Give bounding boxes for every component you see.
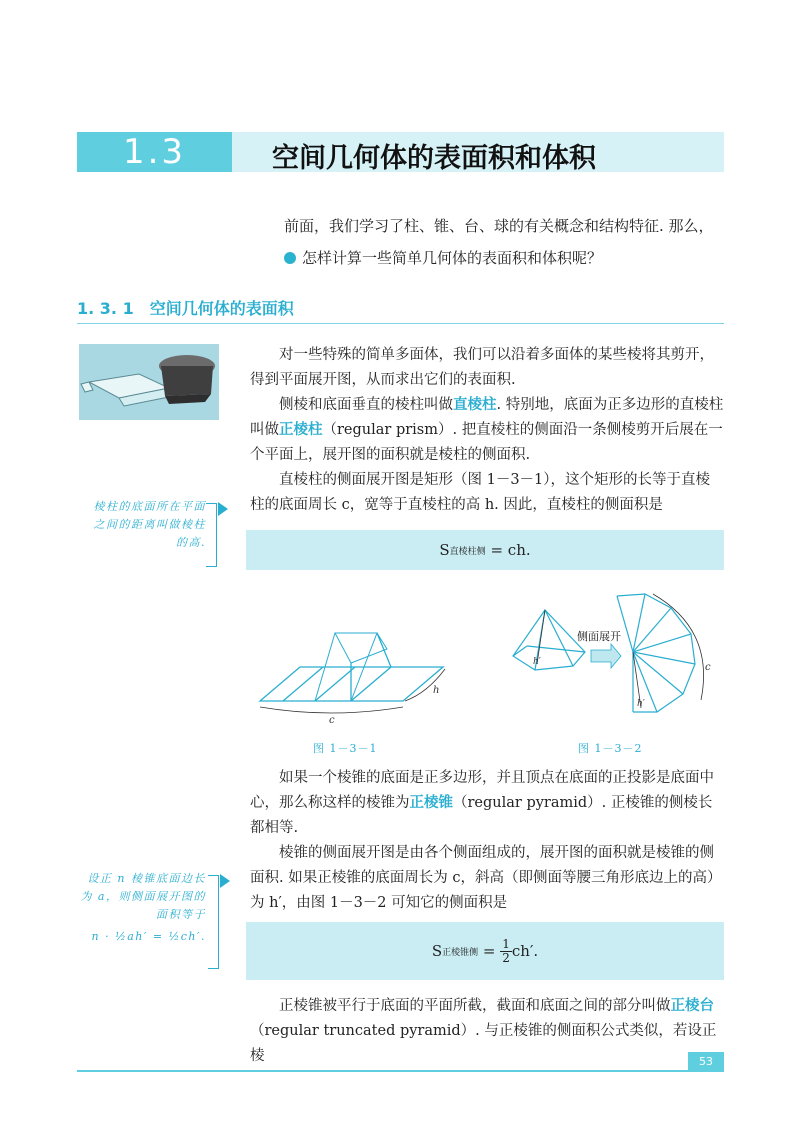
label-lateral-unfold: 侧面展开: [577, 630, 621, 643]
formula-box-pyramid: S 正棱锥侧 = $\frac{1}{2}$ ch′.: [246, 922, 724, 980]
svg-text:h′: h′: [533, 657, 541, 667]
side-note-1: 棱柱的底面所在平面之间的距离叫做棱柱的高.: [93, 500, 206, 549]
paragraph-block-1: [250, 343, 724, 518]
paragraph-3: 直棱柱的侧面展开图是矩形（图 1－3－1），这个矩形的长等于直棱柱的底面周长 c，宽等于直棱柱的高 h. 因此，直棱柱的侧面积是: [250, 472, 711, 513]
label-c: c: [329, 715, 335, 725]
side-note-bracket-2: [208, 875, 219, 969]
figure-prism-net: [255, 615, 465, 725]
section-title: 空间几何体的表面积和体积: [272, 143, 596, 174]
side-note-bracket-1: [206, 503, 217, 567]
paragraph-1: 对一些特殊的简单多面体，我们可以沿着多面体的某些棱将其剪开，得到平面展开图，从而求出它们的表面积.: [250, 347, 714, 388]
section-number: 1.3: [77, 132, 232, 172]
intro-text: 前面，我们学习了柱、锥、台、球的有关概念和结构特征. 那么，: [284, 217, 714, 235]
paragraph-5: 棱锥的侧面展开图是由各个侧面组成的，展开图的面积就是棱锥的侧面积. 如果正棱锥的底面周长为 c，斜高（即侧面等腰三角形底边上的高）为 h′，由图 1－3－2 可知它的侧面积是: [250, 845, 722, 911]
paragraph-2: 侧棱和底面垂直的棱柱叫做直棱柱. 特别地，底面为正多边形的直棱柱叫做正棱柱（regular prism）. 把直棱柱的侧面沿一条侧棱剪开后展在一个平面上，展开图的面积就是棱柱的侧面积.: [250, 397, 724, 463]
paragraph-4: 如果一个棱锥的底面是正多边形，并且顶点在底面的正投影是底面中心，那么称这样的棱锥为正棱锥（regular pyramid）. 正棱锥的侧棱长都相等.: [250, 770, 714, 836]
page-footer-line: [77, 1070, 724, 1072]
paragraph-block-3: [250, 994, 724, 1069]
side-note-arrow-2-icon: [220, 874, 230, 888]
svg-text:h′: h′: [637, 699, 645, 709]
side-note-2: 设正 n 棱锥底面边长为 a，则侧面展开图的面积等于 n · ½ah′ = ½ch′.: [80, 872, 206, 943]
formula-box-prism: S 直棱柱侧 = ch.: [246, 530, 724, 570]
subsection-divider: [77, 323, 724, 324]
svg-text:c: c: [705, 662, 711, 673]
bread-net-photo: [79, 344, 219, 420]
keyword-regular-pyramid: 正棱锥: [409, 795, 453, 811]
figure-1-caption: 图 1－3－1: [313, 742, 378, 755]
label-h: h: [433, 685, 440, 696]
keyword-right-prism: 直棱柱: [453, 397, 497, 413]
page-number: 53: [688, 1052, 724, 1070]
figure-pyramid-net: [505, 590, 725, 725]
side-note-arrow-1-icon: [218, 502, 228, 516]
intro-question: 怎样计算一些简单几何体的表面积和体积呢？: [302, 249, 603, 267]
keyword-regular-frustum: 正棱台: [670, 998, 714, 1014]
paragraph-6: 正棱锥被平行于底面的平面所截，截面和底面之间的部分叫做正棱台（regular truncated pyramid）. 与正棱锥的侧面积公式类似，若设正棱: [250, 998, 717, 1064]
subsection-title: 1. 3. 1 空间几何体的表面积: [77, 299, 294, 318]
keyword-regular-prism: 正棱柱: [279, 422, 323, 438]
figure-2-caption: 图 1－3－2: [578, 742, 643, 755]
bullet-dot-icon: [284, 252, 296, 264]
paragraph-block-2: [250, 766, 724, 916]
fraction-one-half: $\frac{1}{2}$: [502, 936, 510, 965]
